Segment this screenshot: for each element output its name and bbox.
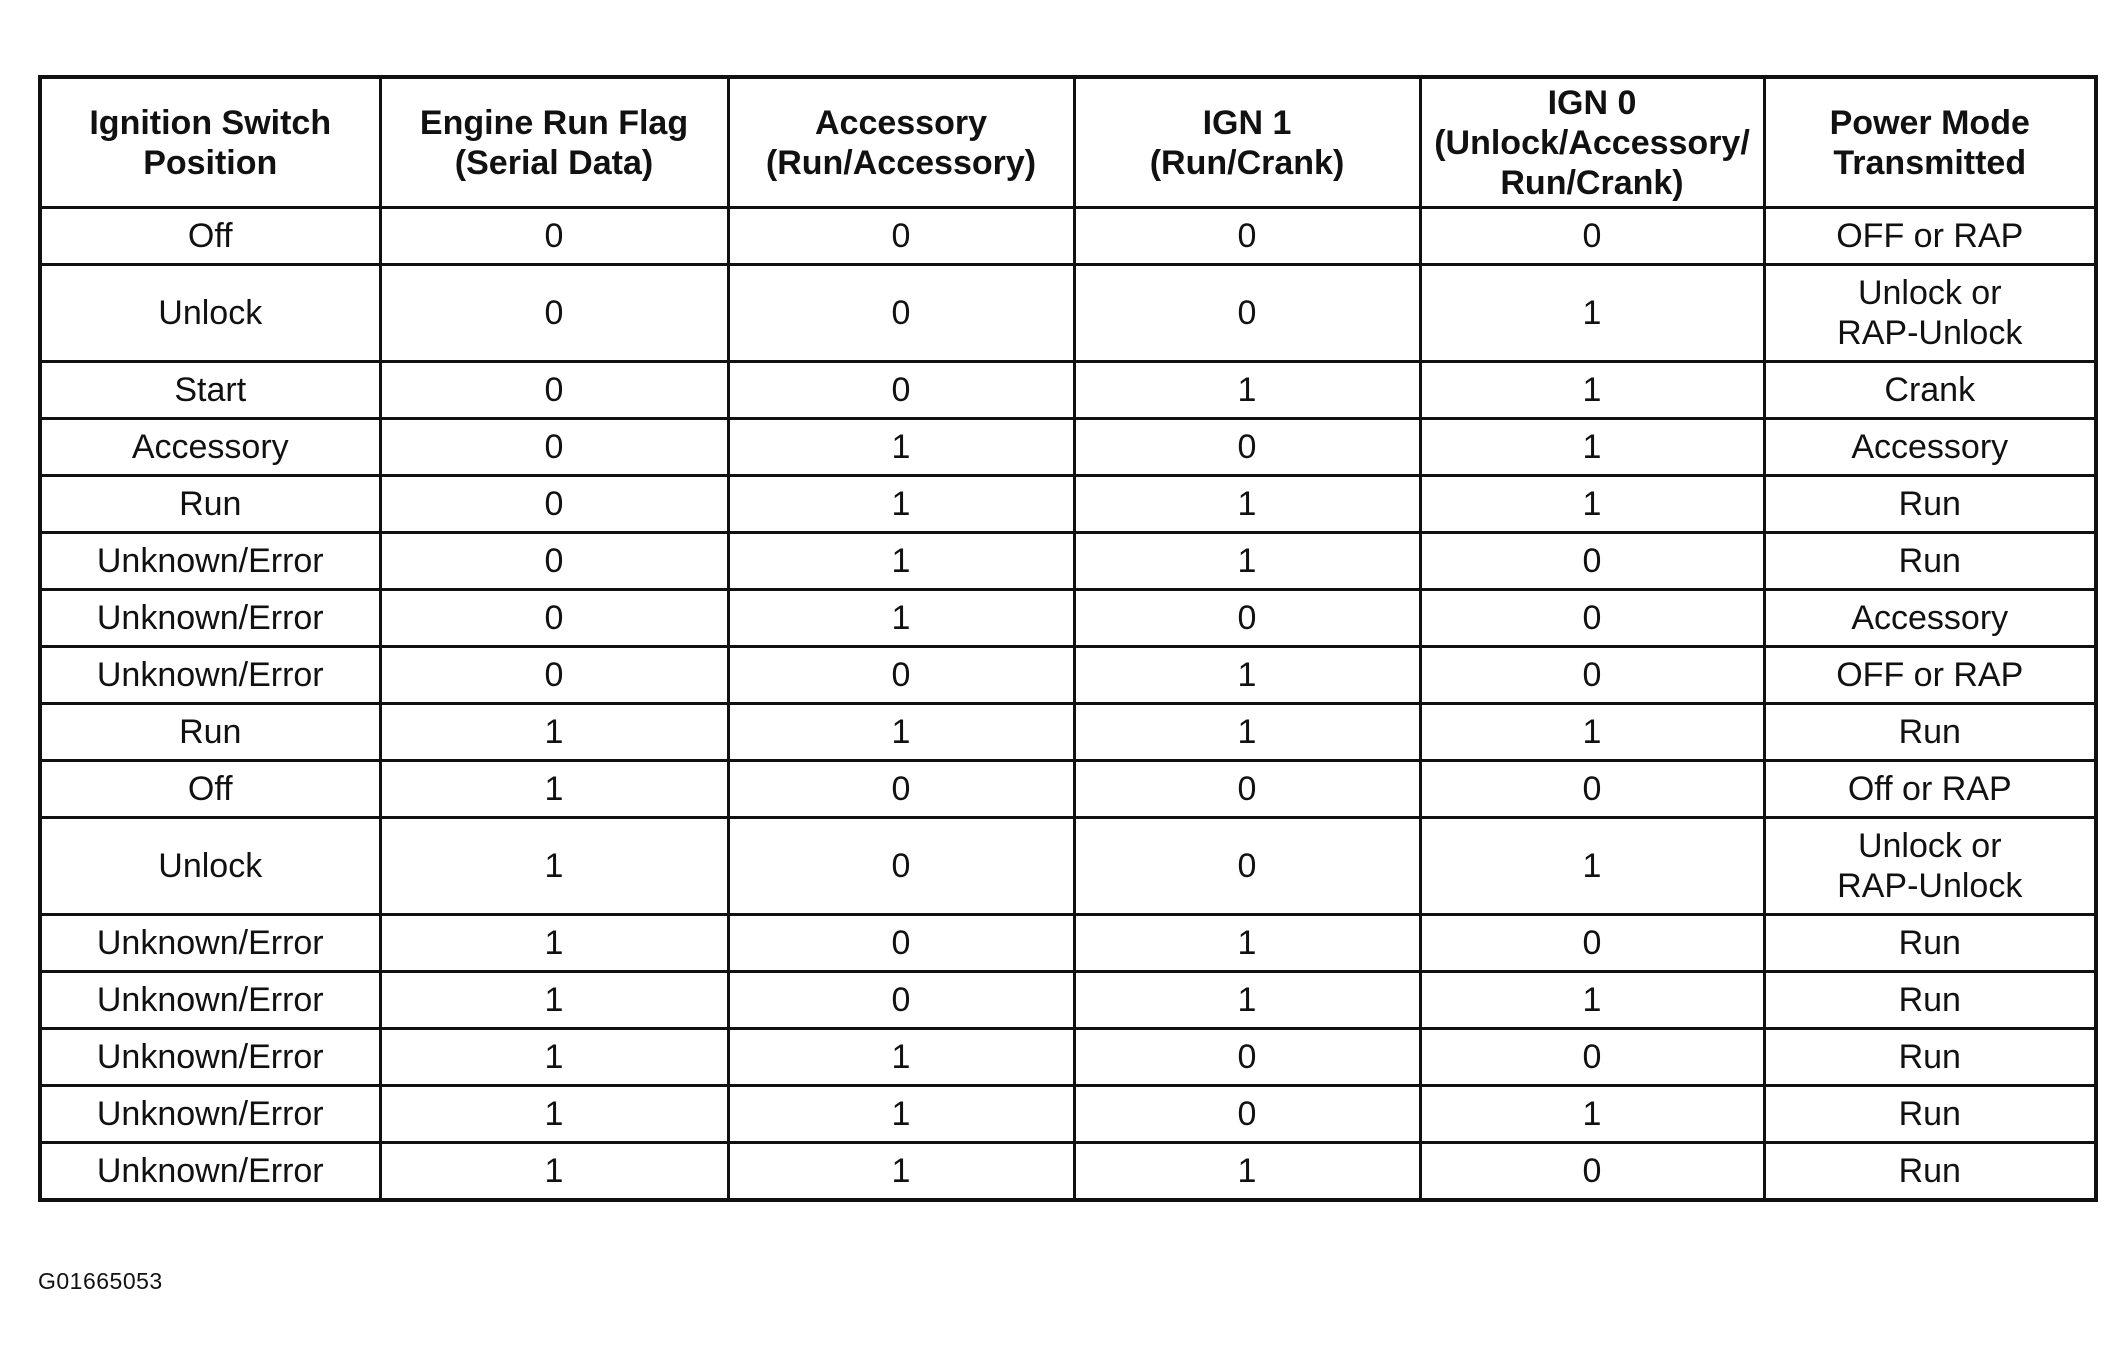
table-cell: Unknown/Error [40, 915, 380, 972]
table-cell: 0 [1420, 1143, 1764, 1201]
table-row [40, 362, 2096, 419]
table-row [40, 1143, 2096, 1201]
table-cell: 0 [728, 972, 1074, 1029]
table-cell: 1 [380, 915, 728, 972]
table-cell: 1 [728, 1029, 1074, 1086]
table-cell: Run [1764, 972, 2096, 1029]
table-cell: OFF or RAP [1764, 208, 2096, 265]
table-cell: Run [1764, 533, 2096, 590]
table-cell: 1 [380, 704, 728, 761]
table-cell: 0 [1074, 208, 1420, 265]
table-cell: 1 [1420, 818, 1764, 915]
table-cell: Crank [1764, 362, 2096, 419]
column-header-ign-1: IGN 1 (Run/Crank) [1074, 77, 1420, 208]
table-cell: Unlock [40, 818, 380, 915]
table-cell: 1 [1420, 419, 1764, 476]
table-cell: Accessory [40, 419, 380, 476]
table-cell: 0 [1420, 1029, 1764, 1086]
table-cell: Accessory [1764, 590, 2096, 647]
table-cell: 0 [1420, 208, 1764, 265]
table-row [40, 208, 2096, 265]
table-cell: 1 [1074, 704, 1420, 761]
table-cell: 1 [728, 476, 1074, 533]
table-cell: 1 [728, 533, 1074, 590]
table-cell: Off or RAP [1764, 761, 2096, 818]
table-cell: Unknown/Error [40, 533, 380, 590]
table-cell: Run [40, 704, 380, 761]
table-cell: 0 [380, 590, 728, 647]
column-header-ignition-switch-position: Ignition Switch Position [40, 77, 380, 208]
table-cell: 0 [380, 362, 728, 419]
table-row [40, 915, 2096, 972]
table-cell: 0 [728, 362, 1074, 419]
table-cell: Run [1764, 1029, 2096, 1086]
table-cell: 0 [728, 761, 1074, 818]
table-cell: 0 [1420, 533, 1764, 590]
table-cell: Start [40, 362, 380, 419]
table-cell: Unlock or RAP-Unlock [1764, 265, 2096, 362]
table-cell: 1 [380, 1143, 728, 1201]
table-cell: 0 [1420, 590, 1764, 647]
table-cell: 1 [380, 761, 728, 818]
table-cell: Unlock [40, 265, 380, 362]
table-cell: 1 [1420, 265, 1764, 362]
table-cell: 1 [1074, 533, 1420, 590]
table-cell: 0 [1420, 915, 1764, 972]
table-cell: 0 [380, 476, 728, 533]
table-cell: 0 [380, 208, 728, 265]
table-cell: 1 [1074, 915, 1420, 972]
table-cell: 1 [728, 590, 1074, 647]
table-row [40, 972, 2096, 1029]
table-cell: 1 [1420, 476, 1764, 533]
table-cell: 0 [1420, 761, 1764, 818]
table-cell: 0 [728, 915, 1074, 972]
table-cell: 1 [1074, 476, 1420, 533]
column-header-engine-run-flag: Engine Run Flag (Serial Data) [380, 77, 728, 208]
table-cell: 0 [1074, 1086, 1420, 1143]
table-cell: 1 [728, 1143, 1074, 1201]
table-cell: Run [1764, 1086, 2096, 1143]
table-cell: 0 [1074, 265, 1420, 362]
table-row [40, 265, 2096, 362]
table-cell: 1 [380, 972, 728, 1029]
table-cell: Unknown/Error [40, 972, 380, 1029]
table-cell: 1 [1074, 972, 1420, 1029]
table-row [40, 818, 2096, 915]
table-cell: Unknown/Error [40, 1143, 380, 1201]
table-cell: 1 [728, 419, 1074, 476]
table-cell: 0 [380, 265, 728, 362]
column-header-ign-0: IGN 0 (Unlock/Accessory/ Run/Crank) [1420, 77, 1764, 208]
table-row [40, 419, 2096, 476]
table-cell: 0 [728, 647, 1074, 704]
table-row [40, 647, 2096, 704]
table-row [40, 476, 2096, 533]
table-cell: Run [1764, 476, 2096, 533]
header-row [40, 77, 2096, 208]
table-cell: Off [40, 208, 380, 265]
table-cell: Run [1764, 915, 2096, 972]
table-row [40, 590, 2096, 647]
table-row [40, 533, 2096, 590]
table-cell: 1 [1074, 362, 1420, 419]
table-cell: 1 [1420, 972, 1764, 1029]
table-cell: 1 [728, 704, 1074, 761]
table-cell: Unknown/Error [40, 590, 380, 647]
table-cell: Unknown/Error [40, 647, 380, 704]
table-cell: 1 [380, 1029, 728, 1086]
table-cell: 0 [1420, 647, 1764, 704]
table-cell: 0 [380, 533, 728, 590]
table-cell: 1 [728, 1086, 1074, 1143]
table-cell: 0 [1074, 818, 1420, 915]
table-cell: 1 [380, 818, 728, 915]
table-cell: 0 [380, 647, 728, 704]
table-cell: 0 [1074, 419, 1420, 476]
table-cell: 0 [728, 818, 1074, 915]
table-cell: 1 [1420, 1086, 1764, 1143]
table-cell: 0 [728, 265, 1074, 362]
table-cell: 1 [1420, 704, 1764, 761]
power-mode-table [38, 75, 2098, 1202]
table-cell: Unlock or RAP-Unlock [1764, 818, 2096, 915]
table-cell: Off [40, 761, 380, 818]
table-cell: OFF or RAP [1764, 647, 2096, 704]
table-cell: Run [1764, 704, 2096, 761]
table-container [38, 75, 2094, 1202]
table-row [40, 1086, 2096, 1143]
figure-id-label: G01665053 [38, 1268, 163, 1294]
table-cell: 0 [728, 208, 1074, 265]
table-row [40, 761, 2096, 818]
table-cell: Unknown/Error [40, 1029, 380, 1086]
table-cell: Run [1764, 1143, 2096, 1201]
table-cell: Run [40, 476, 380, 533]
column-header-power-mode-transmitted: Power Mode Transmitted [1764, 77, 2096, 208]
table-cell: 1 [1074, 1143, 1420, 1201]
table-row [40, 1029, 2096, 1086]
table-cell: 1 [1420, 362, 1764, 419]
table-cell: Unknown/Error [40, 1086, 380, 1143]
table-cell: Accessory [1764, 419, 2096, 476]
table-cell: 0 [1074, 761, 1420, 818]
table-row [40, 704, 2096, 761]
table-cell: 0 [1074, 1029, 1420, 1086]
table-cell: 1 [380, 1086, 728, 1143]
table-cell: 0 [1074, 590, 1420, 647]
table-cell: 1 [1074, 647, 1420, 704]
column-header-accessory: Accessory (Run/Accessory) [728, 77, 1074, 208]
table-cell: 0 [380, 419, 728, 476]
